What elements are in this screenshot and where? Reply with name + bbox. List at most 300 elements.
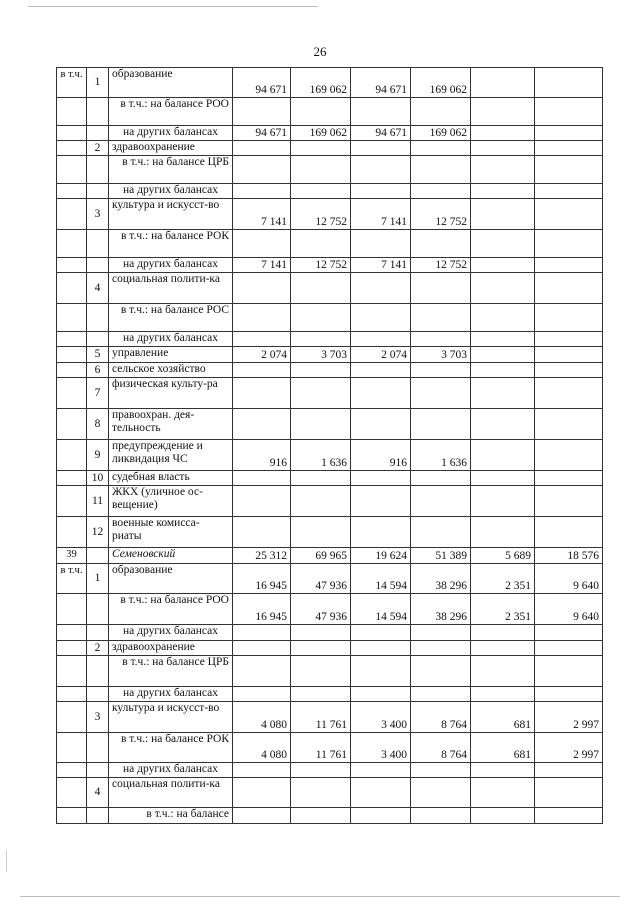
row-label: судебная власть (109, 471, 233, 486)
value-cell (291, 641, 351, 656)
value-cell: 25 312 (233, 548, 291, 564)
value-cell (471, 808, 535, 824)
value-cell (291, 363, 351, 378)
value-cell (535, 486, 603, 517)
value-cell: 2 074 (351, 347, 411, 363)
value-cell (351, 687, 411, 702)
table-row (57, 304, 603, 332)
value-cell (535, 156, 603, 184)
row-number: 10 (87, 471, 109, 486)
value-cell (471, 363, 535, 378)
row-number: 9 (87, 440, 109, 471)
row-group-label (57, 184, 87, 199)
value-cell: 94 671 (233, 68, 291, 98)
value-cell: 19 624 (351, 548, 411, 564)
value-cell: 8 764 (411, 733, 471, 763)
row-number: 4 (87, 273, 109, 304)
value-cell (471, 486, 535, 517)
row-group-label (57, 199, 87, 230)
table-row (57, 656, 603, 687)
table-row (57, 378, 603, 409)
value-cell (233, 156, 291, 184)
value-cell: 7 141 (233, 199, 291, 230)
value-cell: 7 141 (233, 258, 291, 273)
row-group-label (57, 641, 87, 656)
table-row (57, 564, 603, 594)
table-row (57, 409, 603, 440)
table-row (57, 702, 603, 733)
row-number: 1 (87, 564, 109, 594)
value-cell: 7 141 (351, 199, 411, 230)
value-cell: 1 636 (411, 440, 471, 471)
row-label: физическая культу-ра (109, 378, 233, 409)
value-cell: 3 703 (291, 347, 351, 363)
row-number: 4 (87, 778, 109, 808)
value-cell (351, 656, 411, 687)
row-group-label (57, 702, 87, 733)
row-group-label: в т.ч. (57, 68, 87, 98)
row-label: сельское хозяйство (109, 363, 233, 378)
value-cell (233, 625, 291, 641)
row-label: в т.ч.: на балансе РОС (109, 304, 233, 332)
value-cell (535, 471, 603, 486)
value-cell: 7 141 (351, 258, 411, 273)
value-cell: 9 640 (535, 564, 603, 594)
value-cell (535, 656, 603, 687)
value-cell: 94 671 (351, 68, 411, 98)
row-label: в т.ч.: на балансе РОК (109, 230, 233, 258)
value-cell: 681 (471, 702, 535, 733)
value-cell (291, 378, 351, 409)
value-cell (351, 273, 411, 304)
value-cell (535, 141, 603, 156)
value-cell (291, 656, 351, 687)
row-group-label (57, 126, 87, 141)
value-cell (535, 347, 603, 363)
row-number (87, 258, 109, 273)
value-cell (535, 199, 603, 230)
value-cell (233, 471, 291, 486)
value-cell (233, 332, 291, 347)
value-cell (535, 98, 603, 126)
value-cell (233, 304, 291, 332)
value-cell (535, 763, 603, 778)
table-row (57, 156, 603, 184)
table-row (57, 141, 603, 156)
value-cell (411, 687, 471, 702)
value-cell (535, 363, 603, 378)
value-cell (535, 778, 603, 808)
row-label: ЖКХ (уличное ос-вещение) (109, 486, 233, 517)
scan-margin-mark (6, 850, 7, 872)
row-label: на других балансах (109, 625, 233, 641)
value-cell (471, 687, 535, 702)
row-number: 8 (87, 409, 109, 440)
value-cell: 51 389 (411, 548, 471, 564)
value-cell (471, 409, 535, 440)
value-cell (291, 230, 351, 258)
value-cell (535, 440, 603, 471)
value-cell (233, 763, 291, 778)
value-cell: 38 296 (411, 564, 471, 594)
table-row (57, 808, 603, 824)
value-cell: 12 752 (411, 258, 471, 273)
value-cell: 94 671 (233, 126, 291, 141)
row-number (87, 304, 109, 332)
value-cell: 681 (471, 733, 535, 763)
row-number (87, 332, 109, 347)
value-cell (471, 126, 535, 141)
table-row (57, 273, 603, 304)
value-cell (351, 641, 411, 656)
row-label: в т.ч.: на балансе РОО (109, 594, 233, 625)
value-cell (535, 641, 603, 656)
value-cell: 16 945 (233, 564, 291, 594)
value-cell (411, 625, 471, 641)
value-cell: 94 671 (351, 126, 411, 141)
table-row (57, 687, 603, 702)
value-cell (411, 230, 471, 258)
value-cell (411, 517, 471, 548)
value-cell (291, 409, 351, 440)
value-cell (535, 258, 603, 273)
row-group-label (57, 625, 87, 641)
value-cell (233, 273, 291, 304)
value-cell: 916 (233, 440, 291, 471)
value-cell (291, 625, 351, 641)
value-cell (535, 230, 603, 258)
value-cell (351, 156, 411, 184)
row-number: 1 (87, 68, 109, 98)
row-label: на других балансах (109, 687, 233, 702)
row-group-label (57, 471, 87, 486)
value-cell (471, 199, 535, 230)
value-cell (291, 687, 351, 702)
value-cell (351, 486, 411, 517)
row-label: образование (109, 564, 233, 594)
row-group-label (57, 733, 87, 763)
value-cell (535, 808, 603, 824)
row-number: 2 (87, 141, 109, 156)
row-label: здравоохранение (109, 141, 233, 156)
row-number: 11 (87, 486, 109, 517)
value-cell: 12 752 (291, 258, 351, 273)
value-cell (351, 304, 411, 332)
value-cell (535, 184, 603, 199)
row-label: в т.ч.: на балансе ЦРБ (109, 156, 233, 184)
value-cell (351, 363, 411, 378)
value-cell (411, 141, 471, 156)
row-group-label (57, 363, 87, 378)
table-row (57, 625, 603, 641)
value-cell: 2 997 (535, 702, 603, 733)
value-cell (471, 98, 535, 126)
row-label: здравоохранение (109, 641, 233, 656)
row-group-label (57, 230, 87, 258)
table-row (57, 763, 603, 778)
value-cell (351, 517, 411, 548)
value-cell (411, 378, 471, 409)
value-cell (351, 808, 411, 824)
value-cell: 169 062 (291, 68, 351, 98)
value-cell (233, 778, 291, 808)
row-number: 2 (87, 641, 109, 656)
value-cell: 47 936 (291, 594, 351, 625)
value-cell (233, 641, 291, 656)
row-group-label (57, 763, 87, 778)
row-number (87, 594, 109, 625)
value-cell (471, 641, 535, 656)
table-row (57, 199, 603, 230)
value-cell: 9 640 (535, 594, 603, 625)
value-cell (411, 763, 471, 778)
value-cell (471, 304, 535, 332)
value-cell (535, 126, 603, 141)
scan-edge-top (28, 6, 318, 7)
row-number: 5 (87, 347, 109, 363)
value-cell (233, 486, 291, 517)
district-row (57, 548, 603, 564)
value-cell (471, 156, 535, 184)
value-cell (411, 98, 471, 126)
table-row (57, 641, 603, 656)
row-label: на других балансах (109, 332, 233, 347)
row-number: 3 (87, 702, 109, 733)
row-number: 6 (87, 363, 109, 378)
table-row (57, 68, 603, 98)
row-label: управление (109, 347, 233, 363)
value-cell: 11 761 (291, 733, 351, 763)
value-cell: 12 752 (291, 199, 351, 230)
table-row (57, 471, 603, 486)
value-cell: 2 074 (233, 347, 291, 363)
value-cell: 4 080 (233, 733, 291, 763)
value-cell (351, 778, 411, 808)
row-label: в т.ч.: на балансе ЦРБ (109, 656, 233, 687)
row-group-label (57, 332, 87, 347)
table-row (57, 440, 603, 471)
value-cell: 18 576 (535, 548, 603, 564)
value-cell (471, 656, 535, 687)
value-cell (471, 378, 535, 409)
value-cell (233, 687, 291, 702)
row-group-label (57, 141, 87, 156)
row-number: 7 (87, 378, 109, 409)
row-group-label (57, 347, 87, 363)
value-cell (411, 332, 471, 347)
row-label: военные комисса-риаты (109, 517, 233, 548)
value-cell (411, 156, 471, 184)
value-cell (233, 184, 291, 199)
row-number (87, 126, 109, 141)
value-cell (351, 471, 411, 486)
value-cell: 5 689 (471, 548, 535, 564)
value-cell (351, 763, 411, 778)
row-group-label (57, 409, 87, 440)
value-cell: 38 296 (411, 594, 471, 625)
row-label: на других балансах (109, 126, 233, 141)
value-cell: 169 062 (411, 68, 471, 98)
value-cell: 3 400 (351, 702, 411, 733)
table-row (57, 230, 603, 258)
value-cell: 11 761 (291, 702, 351, 733)
value-cell (291, 184, 351, 199)
table-row (57, 98, 603, 126)
row-group-label (57, 304, 87, 332)
table-row (57, 184, 603, 199)
value-cell (351, 332, 411, 347)
value-cell: 169 062 (291, 126, 351, 141)
value-cell (351, 378, 411, 409)
scan-edge-bottom (20, 896, 620, 897)
value-cell (535, 378, 603, 409)
value-cell (351, 141, 411, 156)
value-cell (411, 778, 471, 808)
row-group-label (57, 656, 87, 687)
value-cell (233, 363, 291, 378)
value-cell (471, 273, 535, 304)
value-cell (291, 471, 351, 486)
value-cell: 169 062 (411, 126, 471, 141)
table-row (57, 733, 603, 763)
value-cell (291, 486, 351, 517)
value-cell (411, 471, 471, 486)
value-cell: 2 351 (471, 594, 535, 625)
value-cell (233, 141, 291, 156)
value-cell (351, 409, 411, 440)
row-number (87, 808, 109, 824)
row-group-label (57, 98, 87, 126)
row-group-label: в т.ч. (57, 564, 87, 594)
value-cell (291, 332, 351, 347)
row-label: Семеновский (109, 548, 233, 564)
value-cell: 47 936 (291, 564, 351, 594)
value-cell (411, 363, 471, 378)
row-label: культура и искусст-во (109, 199, 233, 230)
row-label: правоохран. дея-тельность (109, 409, 233, 440)
row-group-label (57, 594, 87, 625)
value-cell: 16 945 (233, 594, 291, 625)
value-cell: 12 752 (411, 199, 471, 230)
row-group-label (57, 687, 87, 702)
row-group-label (57, 440, 87, 471)
value-cell (471, 258, 535, 273)
value-cell: 3 703 (411, 347, 471, 363)
row-group-label (57, 486, 87, 517)
row-label: в т.ч.: на балансе (109, 808, 233, 824)
value-cell (291, 98, 351, 126)
value-cell: 8 764 (411, 702, 471, 733)
value-cell (291, 778, 351, 808)
row-label: предупреждение и ликвидация ЧС (109, 440, 233, 471)
row-number (87, 184, 109, 199)
value-cell (471, 332, 535, 347)
value-cell (535, 625, 603, 641)
row-number (87, 763, 109, 778)
value-cell (411, 304, 471, 332)
value-cell (411, 409, 471, 440)
row-group-label (57, 778, 87, 808)
value-cell (471, 778, 535, 808)
value-cell (233, 808, 291, 824)
row-label: на других балансах (109, 184, 233, 199)
value-cell: 14 594 (351, 564, 411, 594)
table-row (57, 363, 603, 378)
value-cell (535, 409, 603, 440)
row-label: на других балансах (109, 763, 233, 778)
value-cell (471, 517, 535, 548)
value-cell (351, 98, 411, 126)
page-number: 26 (313, 44, 327, 59)
value-cell (535, 517, 603, 548)
value-cell (535, 687, 603, 702)
value-cell: 916 (351, 440, 411, 471)
table-row (57, 486, 603, 517)
value-cell (471, 625, 535, 641)
value-cell (291, 517, 351, 548)
value-cell (291, 304, 351, 332)
row-number: 3 (87, 199, 109, 230)
row-group-label (57, 273, 87, 304)
value-cell (411, 808, 471, 824)
value-cell (411, 656, 471, 687)
row-number (87, 230, 109, 258)
row-number (87, 548, 109, 564)
value-cell (471, 230, 535, 258)
value-cell (535, 68, 603, 98)
table-row (57, 258, 603, 273)
value-cell: 2 997 (535, 733, 603, 763)
row-label: в т.ч.: на балансе РОК (109, 733, 233, 763)
table-row (57, 126, 603, 141)
row-number (87, 733, 109, 763)
value-cell (535, 304, 603, 332)
row-number (87, 156, 109, 184)
row-label: социальная полити-ка (109, 273, 233, 304)
value-cell (291, 141, 351, 156)
row-group-label (57, 808, 87, 824)
table-row (57, 332, 603, 347)
row-label: на других балансах (109, 258, 233, 273)
value-cell (411, 486, 471, 517)
value-cell (233, 517, 291, 548)
row-label: культура и искусст-во (109, 702, 233, 733)
value-cell: 3 400 (351, 733, 411, 763)
value-cell (471, 471, 535, 486)
value-cell (471, 347, 535, 363)
value-cell (233, 98, 291, 126)
value-cell: 69 965 (291, 548, 351, 564)
value-cell: 1 636 (291, 440, 351, 471)
value-cell (351, 230, 411, 258)
value-cell (233, 409, 291, 440)
value-cell (471, 440, 535, 471)
table-row (57, 594, 603, 625)
value-cell (291, 273, 351, 304)
value-cell (233, 378, 291, 409)
row-group-label (57, 378, 87, 409)
value-cell (233, 230, 291, 258)
row-label: социальная полити-ка (109, 778, 233, 808)
row-group-label: 39 (57, 548, 87, 564)
value-cell (471, 141, 535, 156)
value-cell: 2 351 (471, 564, 535, 594)
value-cell: 4 080 (233, 702, 291, 733)
row-group-label (57, 258, 87, 273)
value-cell (471, 184, 535, 199)
table-row (57, 347, 603, 363)
value-cell (411, 641, 471, 656)
